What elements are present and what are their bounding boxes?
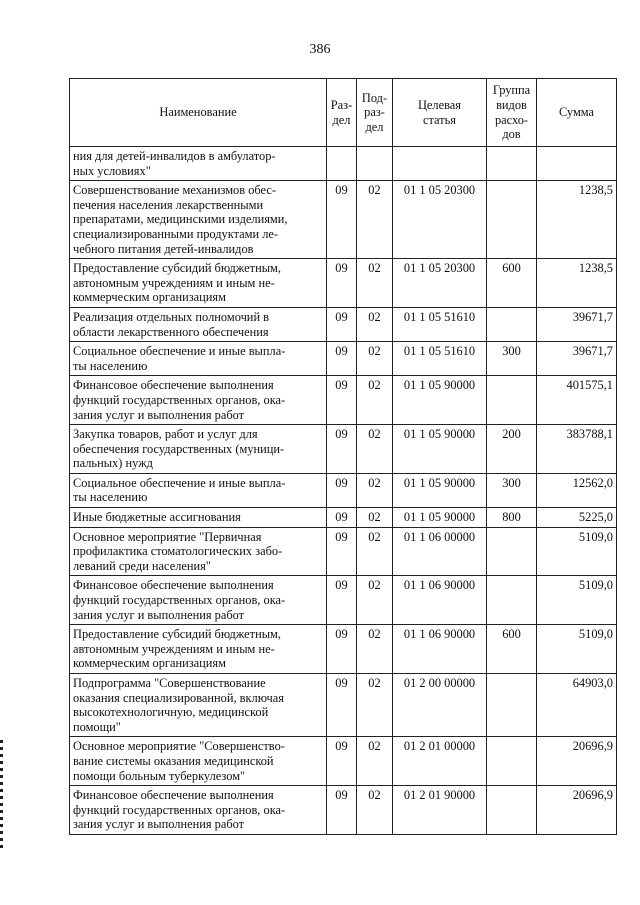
header-sum: Сумма: [537, 79, 617, 147]
row-section: 09: [327, 376, 357, 425]
table-row: [70, 425, 617, 474]
row-target-article: 01 2 01 90000: [393, 786, 487, 835]
scan-edge-mark: [0, 740, 3, 850]
row-sum: 39671,7: [537, 307, 617, 341]
table-row: [70, 625, 617, 674]
row-sum: 12562,0: [537, 473, 617, 507]
row-sum: 20696,9: [537, 786, 617, 835]
row-section: 09: [327, 786, 357, 835]
table-row: [70, 508, 617, 528]
row-section: 09: [327, 527, 357, 576]
row-target-article: 01 1 05 51610: [393, 307, 487, 341]
row-sum: 5109,0: [537, 576, 617, 625]
row-expense-group: [487, 674, 537, 737]
row-sum: 5109,0: [537, 527, 617, 576]
row-subsection: 02: [357, 786, 393, 835]
row-subsection: 02: [357, 737, 393, 786]
row-expense-group: [487, 147, 537, 181]
table-row: [70, 147, 617, 181]
table-row: [70, 473, 617, 507]
row-target-article: 01 2 01 00000: [393, 737, 487, 786]
row-target-article: 01 1 06 00000: [393, 527, 487, 576]
row-target-article: 01 1 05 20300: [393, 181, 487, 259]
row-name: Социальное обеспечение и иные выпла- ты населению: [70, 473, 327, 507]
row-target-article: 01 1 06 90000: [393, 625, 487, 674]
row-sum: [537, 147, 617, 181]
row-expense-group: [487, 376, 537, 425]
row-expense-group: [487, 527, 537, 576]
row-target-article: 01 1 05 90000: [393, 376, 487, 425]
row-subsection: 02: [357, 181, 393, 259]
row-expense-group: [487, 737, 537, 786]
row-name: Совершенствование механизмов обес- печения населения лекарственными препаратами, медицинскими изделиями, специализированными продуктами ле- чебного питания детей-инвалидов: [70, 181, 327, 259]
header-name: Наименование: [70, 79, 327, 147]
row-name: ния для детей-инвалидов в амбулатор- ных условиях": [70, 147, 327, 181]
row-section: 09: [327, 508, 357, 528]
row-sum: 39671,7: [537, 342, 617, 376]
row-subsection: 02: [357, 527, 393, 576]
row-expense-group: 300: [487, 473, 537, 507]
row-name: Основное мероприятие "Первичная профилактика стоматологических забо- леваний среди населения": [70, 527, 327, 576]
row-name: Закупка товаров, работ и услуг для обеспечения государственных (муници- пальных) нужд: [70, 425, 327, 474]
row-sum: 1238,5: [537, 259, 617, 308]
row-target-article: 01 1 05 51610: [393, 342, 487, 376]
row-section: 09: [327, 259, 357, 308]
row-subsection: 02: [357, 307, 393, 341]
row-section: [327, 147, 357, 181]
row-name: Социальное обеспечение и иные выпла- ты населению: [70, 342, 327, 376]
header-expense-group: Группа видов расхо- дов: [487, 79, 537, 147]
row-expense-group: [487, 786, 537, 835]
row-name: Предоставление субсидий бюджетным, автономным учреждениям и иным не- коммерческим организациям: [70, 625, 327, 674]
table-row: [70, 259, 617, 308]
row-expense-group: 800: [487, 508, 537, 528]
row-expense-group: 200: [487, 425, 537, 474]
row-section: 09: [327, 473, 357, 507]
row-sum: 401575,1: [537, 376, 617, 425]
table-row: [70, 527, 617, 576]
row-subsection: 02: [357, 342, 393, 376]
row-target-article: [393, 147, 487, 181]
row-section: 09: [327, 425, 357, 474]
row-subsection: 02: [357, 625, 393, 674]
table-row: [70, 576, 617, 625]
row-name: Финансовое обеспечение выполнения функций государственных органов, ока- зания услуг и выполнения работ: [70, 376, 327, 425]
row-subsection: 02: [357, 674, 393, 737]
row-sum: 20696,9: [537, 737, 617, 786]
row-name: Предоставление субсидий бюджетным, автономным учреждениям и иным не- коммерческим организациям: [70, 259, 327, 308]
row-subsection: [357, 147, 393, 181]
table-header-row: [70, 79, 617, 147]
row-subsection: 02: [357, 425, 393, 474]
row-expense-group: [487, 576, 537, 625]
row-section: 09: [327, 342, 357, 376]
row-subsection: 02: [357, 576, 393, 625]
row-section: 09: [327, 181, 357, 259]
table-row: [70, 737, 617, 786]
table-row: [70, 786, 617, 835]
header-target-article: Целевая статья: [393, 79, 487, 147]
row-section: 09: [327, 737, 357, 786]
row-target-article: 01 1 06 90000: [393, 576, 487, 625]
table-row: [70, 342, 617, 376]
row-target-article: 01 2 00 00000: [393, 674, 487, 737]
page-number: 386: [309, 42, 331, 57]
row-sum: 5225,0: [537, 508, 617, 528]
row-target-article: 01 1 05 90000: [393, 473, 487, 507]
table-row: [70, 674, 617, 737]
row-subsection: 02: [357, 376, 393, 425]
row-section: 09: [327, 307, 357, 341]
row-subsection: 02: [357, 259, 393, 308]
row-name: Подпрограмма "Совершенствование оказания специализированной, включая высокотехнологичную, медицинской помощи": [70, 674, 327, 737]
row-name: Иные бюджетные ассигнования: [70, 508, 327, 528]
header-section: Раз- дел: [327, 79, 357, 147]
row-section: 09: [327, 576, 357, 625]
header-subsection: Под- раз- дел: [357, 79, 393, 147]
row-expense-group: 300: [487, 342, 537, 376]
row-section: 09: [327, 625, 357, 674]
row-subsection: 02: [357, 473, 393, 507]
budget-table: [69, 78, 617, 835]
row-target-article: 01 1 05 20300: [393, 259, 487, 308]
row-expense-group: [487, 181, 537, 259]
table-row: [70, 181, 617, 259]
row-sum: 1238,5: [537, 181, 617, 259]
row-name: Основное мероприятие "Совершенство- вание системы оказания медицинской помощи больным туберкулезом": [70, 737, 327, 786]
row-sum: 5109,0: [537, 625, 617, 674]
row-sum: 383788,1: [537, 425, 617, 474]
row-section: 09: [327, 674, 357, 737]
row-subsection: 02: [357, 508, 393, 528]
row-name: Реализация отдельных полномочий в области лекарственного обеспечения: [70, 307, 327, 341]
row-expense-group: 600: [487, 259, 537, 308]
row-target-article: 01 1 05 90000: [393, 425, 487, 474]
row-expense-group: [487, 307, 537, 341]
row-name: Финансовое обеспечение выполнения функций государственных органов, ока- зания услуг и выполнения работ: [70, 786, 327, 835]
table-row: [70, 376, 617, 425]
row-expense-group: 600: [487, 625, 537, 674]
row-target-article: 01 1 05 90000: [393, 508, 487, 528]
row-sum: 64903,0: [537, 674, 617, 737]
row-name: Финансовое обеспечение выполнения функций государственных органов, ока- зания услуг и выполнения работ: [70, 576, 327, 625]
table-row: [70, 307, 617, 341]
